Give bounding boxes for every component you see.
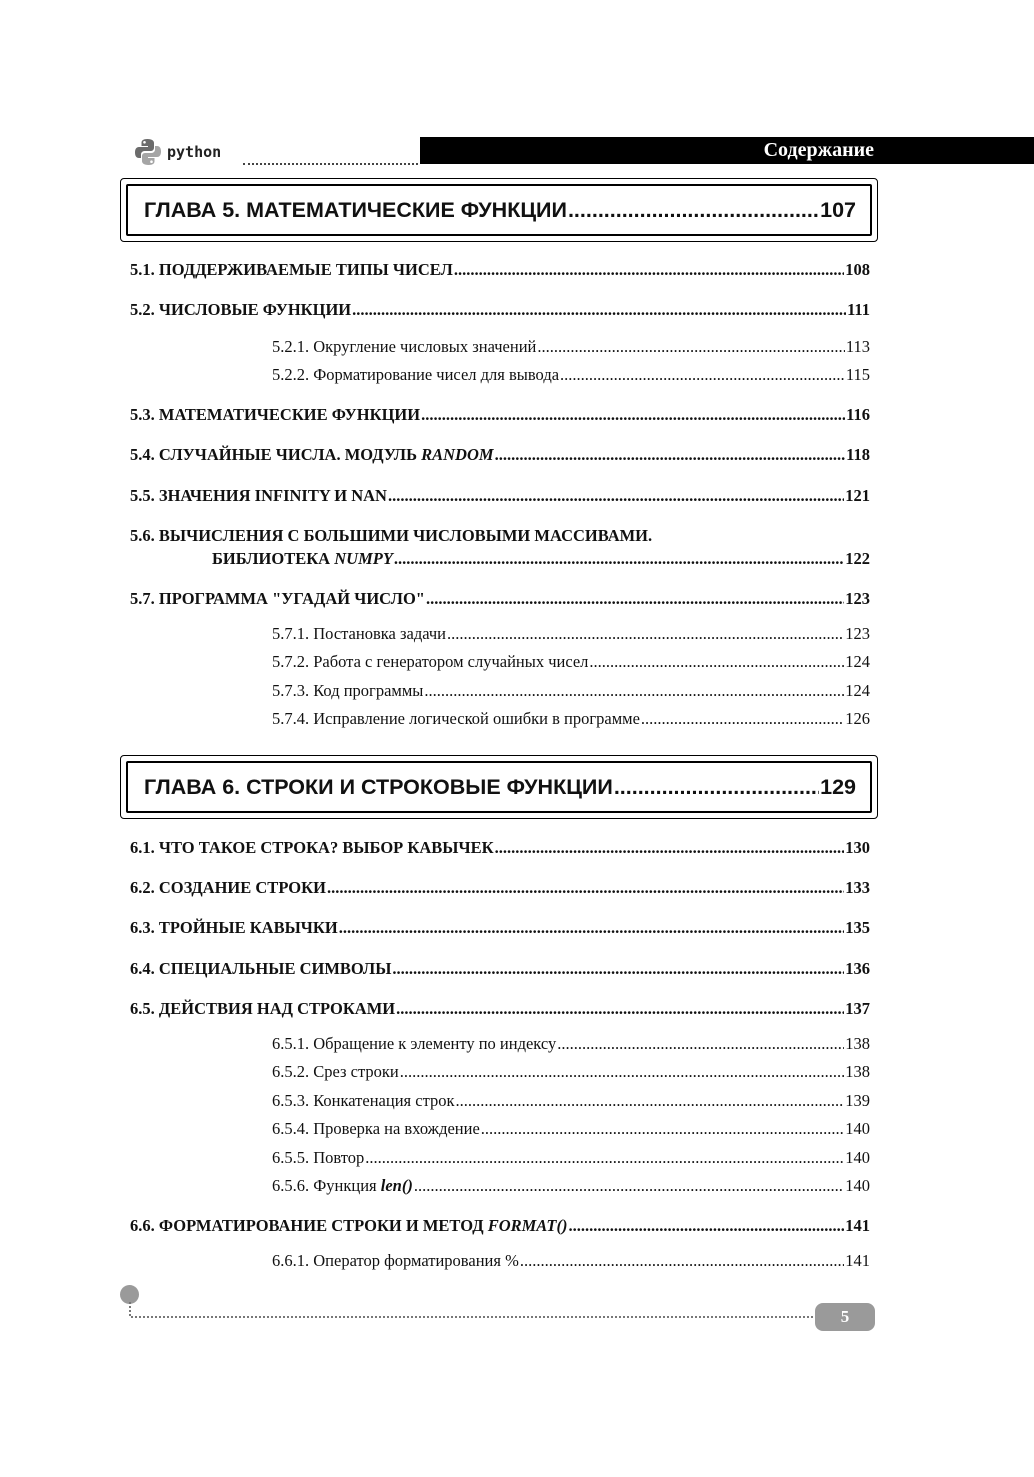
- entry-page: 115: [845, 365, 870, 384]
- toc-entry-6-2[interactable]: [130, 878, 870, 898]
- entry-label: 5.7.1. Постановка задачи: [272, 624, 446, 643]
- leader-dots: [421, 407, 845, 425]
- leader-dots: [394, 551, 844, 569]
- toc-entry-6-5-4[interactable]: [272, 1119, 870, 1139]
- entry-label-emphasis: len(): [380, 1176, 413, 1195]
- entry-line2: [130, 549, 870, 569]
- leader-dots: [327, 880, 844, 898]
- entry-page: 136: [845, 959, 870, 978]
- entry-label-emphasis: FORMAT(): [487, 1216, 568, 1235]
- chapter-5-frame: [126, 184, 872, 236]
- leader-dots: [495, 447, 846, 465]
- python-logo: [133, 137, 221, 167]
- toc-entry-5-2[interactable]: [130, 300, 870, 320]
- toc-entry-5-7-4[interactable]: [272, 709, 870, 729]
- toc-entry-6-5-5[interactable]: [272, 1148, 870, 1168]
- leader-dots: [589, 654, 844, 672]
- toc-entry-6-5[interactable]: [130, 999, 870, 1019]
- leader-dots: [520, 1253, 844, 1271]
- entry-page: 140: [845, 1119, 870, 1138]
- footer-dotted-rule: [131, 1316, 817, 1318]
- toc-entry-6-4[interactable]: [130, 959, 870, 979]
- entry-label-text: БИБЛИОТЕКА: [212, 549, 335, 568]
- entry-page: 121: [845, 486, 870, 505]
- entry-page: 124: [845, 681, 870, 700]
- leader-dots: [557, 1036, 844, 1054]
- entry-page: 138: [845, 1062, 870, 1081]
- toc-entry-6-6[interactable]: [130, 1216, 870, 1236]
- entry-label-text: 5.4. СЛУЧАЙНЫЕ ЧИСЛА. МОДУЛЬ: [130, 445, 422, 464]
- toc-entry-6-1[interactable]: [130, 838, 870, 858]
- entry-page: 124: [845, 652, 870, 671]
- leader-dots: [560, 367, 845, 385]
- leader-dots: [339, 920, 845, 938]
- toc-entry-5-7-2[interactable]: [272, 652, 870, 672]
- entry-page: 135: [845, 918, 870, 937]
- entry-label: 6.6.1. Оператор форматирования %: [272, 1251, 519, 1270]
- leader-dots: [396, 1001, 844, 1019]
- entry-label: 6.5.4. Проверка на вхождение: [272, 1119, 480, 1138]
- entry-page: 140: [845, 1176, 870, 1195]
- leader-dots: [481, 1121, 844, 1139]
- entry-page: 138: [845, 1034, 870, 1053]
- leader-dots: [454, 262, 844, 280]
- entry-page: 123: [845, 589, 870, 608]
- footer-dotted-connector: [129, 1302, 131, 1316]
- leader-dots: [568, 1218, 844, 1236]
- logo-text: python: [167, 143, 222, 161]
- entry-label: [130, 445, 494, 465]
- entry-label-line1: 5.6. ВЫЧИСЛЕНИЯ С БОЛЬШИМИ ЧИСЛОВЫМИ МАССИВАМИ.: [130, 526, 653, 545]
- leader-dots: [568, 197, 819, 223]
- entry-label-emphasis: RANDOM: [421, 445, 494, 464]
- toc-entry-5-6[interactable]: [130, 526, 870, 569]
- leader-dots: [537, 339, 844, 357]
- chapter-5-heading[interactable]: [120, 178, 878, 242]
- leader-dots: [456, 1093, 845, 1111]
- entry-page: 139: [845, 1091, 870, 1110]
- leader-dots: [614, 774, 819, 800]
- entry-page: 122: [845, 549, 870, 568]
- entry-label: 6.2. СОЗДАНИЕ СТРОКИ: [130, 878, 326, 897]
- leader-dots: [388, 488, 844, 506]
- entry-label: 5.3. МАТЕМАТИЧЕСКИЕ ФУНКЦИИ: [130, 405, 421, 424]
- entry-page: 141: [845, 1216, 870, 1235]
- entry-page: 123: [845, 624, 870, 643]
- toc-entry-5-4[interactable]: [130, 445, 870, 465]
- toc-entry-5-5[interactable]: [130, 486, 870, 506]
- entry-label: 5.2. ЧИСЛОВЫЕ ФУНКЦИИ: [130, 300, 352, 319]
- entry-page: 113: [845, 337, 870, 356]
- entry-page: 141: [845, 1251, 870, 1270]
- entry-label-emphasis: NUMPY: [334, 549, 393, 568]
- toc-entry-6-6-1[interactable]: [272, 1251, 870, 1271]
- entry-label-text: 6.6. ФОРМАТИРОВАНИЕ СТРОКИ И МЕТОД: [130, 1216, 488, 1235]
- entry-label: 6.1. ЧТО ТАКОЕ СТРОКА? ВЫБОР КАВЫЧЕК: [130, 838, 494, 857]
- entry-label: 5.1. ПОДДЕРЖИВАЕМЫЕ ТИПЫ ЧИСЕЛ: [130, 260, 453, 279]
- chapter-6-frame: [126, 761, 872, 813]
- chapter-title: ГЛАВА 6. СТРОКИ И СТРОКОВЫЕ ФУНКЦИИ: [144, 774, 613, 799]
- leader-dots: [495, 840, 845, 858]
- entry-label: 5.7.2. Работа с генератором случайных чисел: [272, 652, 589, 671]
- chapter-title: ГЛАВА 5. МАТЕМАТИЧЕСКИЕ ФУНКЦИИ: [144, 197, 567, 222]
- toc-entry-6-5-1[interactable]: [272, 1034, 870, 1054]
- entry-page: 137: [845, 999, 870, 1018]
- chapter-page: 107: [820, 197, 856, 222]
- toc-entry-5-1[interactable]: [130, 260, 870, 280]
- entry-label: 5.7. ПРОГРАММА "УГАДАЙ ЧИСЛО": [130, 589, 425, 608]
- entry-label: 6.5.3. Конкатенация строк: [272, 1091, 455, 1110]
- header-dotted-rule: [243, 163, 418, 165]
- entry-page: 126: [845, 709, 870, 728]
- chapter-6-heading[interactable]: [120, 755, 878, 819]
- toc-entry-6-5-6[interactable]: [272, 1176, 870, 1196]
- leader-dots: [352, 302, 846, 320]
- entry-page: 116: [846, 405, 870, 424]
- leader-dots: [400, 1064, 844, 1082]
- leader-dots: [447, 626, 844, 644]
- leader-dots: [424, 683, 844, 701]
- entry-page: 140: [845, 1148, 870, 1167]
- toc-entry-5-3[interactable]: [130, 405, 870, 425]
- entry-label: 5.5. ЗНАЧЕНИЯ INFINITY И NAN: [130, 486, 387, 505]
- entry-label: 5.7.4. Исправление логической ошибки в программе: [272, 709, 640, 728]
- entry-page: 130: [845, 838, 870, 857]
- toc-entry-5-7[interactable]: [130, 589, 870, 609]
- toc-entry-6-3[interactable]: [130, 918, 870, 938]
- leader-dots: [426, 591, 844, 609]
- toc-entry-5-7-3[interactable]: [272, 681, 870, 701]
- entry-label: 5.2.1. Округление числовых значений: [272, 337, 537, 356]
- entry-label: [272, 1176, 413, 1196]
- entry-label: 6.4. СПЕЦИАЛЬНЫЕ СИМВОЛЫ: [130, 959, 392, 978]
- toc-entry-6-5-2[interactable]: [272, 1062, 870, 1082]
- entry-label: [130, 1216, 567, 1236]
- entry-page: 118: [846, 445, 870, 464]
- entry-label: 5.7.3. Код программы: [272, 681, 424, 700]
- leader-dots: [641, 711, 844, 729]
- entry-label-text: 6.5.6. Функция: [272, 1176, 381, 1195]
- entry-label: 6.5.5. Повтор: [272, 1148, 365, 1167]
- toc-entry-5-2-2[interactable]: [272, 365, 870, 385]
- entry-label-line2: [212, 549, 393, 569]
- entry-label: 6.5. ДЕЙСТВИЯ НАД СТРОКАМИ: [130, 999, 396, 1018]
- toc-entry-5-7-1[interactable]: [272, 624, 870, 644]
- leader-dots: [414, 1178, 844, 1196]
- entry-label: 6.5.1. Обращение к элементу по индексу: [272, 1034, 557, 1053]
- leader-dots: [392, 961, 844, 979]
- entry-page: 133: [845, 878, 870, 897]
- entry-label: 6.5.2. Срез строки: [272, 1062, 399, 1081]
- toc-entry-6-5-3[interactable]: [272, 1091, 870, 1111]
- chapter-page: 129: [820, 774, 856, 799]
- toc-entry-5-2-1[interactable]: [272, 337, 870, 357]
- entry-label: 6.3. ТРОЙНЫЕ КАВЫЧКИ: [130, 918, 338, 937]
- entry-page: 111: [847, 300, 870, 319]
- page-number: 5: [815, 1303, 875, 1331]
- leader-dots: [365, 1150, 844, 1168]
- entry-page: 108: [845, 260, 870, 279]
- section-title-bar: Содержание: [420, 137, 1034, 164]
- python-logo-icon: [133, 137, 163, 167]
- entry-label: 5.2.2. Форматирование чисел для вывода: [272, 365, 560, 384]
